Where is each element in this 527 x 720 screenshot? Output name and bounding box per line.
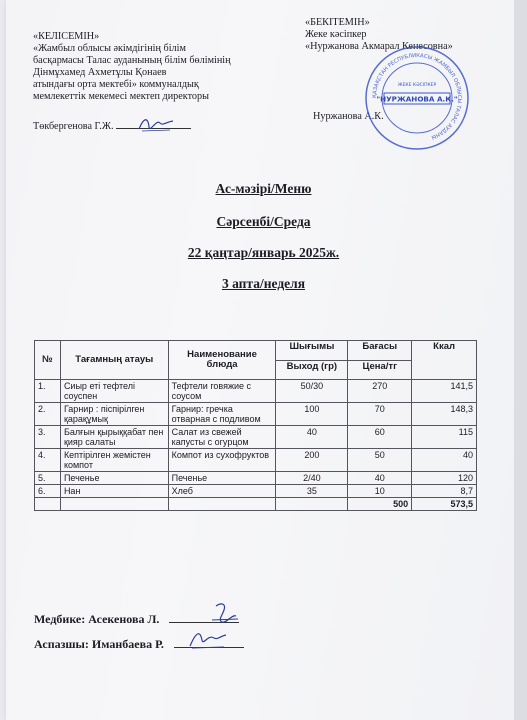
row-kcal: 120 (412, 472, 477, 485)
row-price: 10 (348, 485, 412, 498)
col-kcal: Ккал (412, 341, 477, 380)
col-num: № (35, 341, 61, 380)
row-num: 1. (35, 380, 61, 403)
agree-line: Дінмұхамед Ахметұлы Қонаев (33, 67, 167, 78)
row-name-ru: Хлеб (168, 485, 276, 498)
director-signature (136, 113, 176, 135)
row-name-ru: Компот из сухофруктов (168, 449, 276, 472)
nurse-signature (208, 600, 244, 626)
col-name-kz: Тағамның атауы (60, 341, 168, 380)
row-price: 70 (348, 403, 412, 426)
col-price-ru: Цена/тг (348, 360, 412, 380)
row-yield: 35 (276, 485, 348, 498)
agree-line: басқармасы Талас ауданының білім бөлімінің (33, 55, 231, 66)
nurse-label: Медбике: Асекенова Л. (34, 612, 160, 626)
row-name-ru: Печенье (168, 472, 276, 485)
row-yield: 40 (276, 426, 348, 449)
row-num: 3. (35, 426, 61, 449)
date-title: 22 қаңтар/январь 2025ж. (187, 245, 340, 260)
row-yield: 200 (276, 449, 348, 472)
agree-line: атындағы орта мектебі» коммуналдық (33, 79, 199, 90)
table-row (35, 472, 477, 485)
row-name-kz: Гарнир : піспірілген қарақұмық (60, 403, 168, 426)
row-price: 50 (348, 449, 412, 472)
table-header-row (35, 341, 477, 361)
row-yield: 100 (276, 403, 348, 426)
table-row (35, 426, 477, 449)
table-total-row (35, 498, 477, 511)
row-price: 60 (348, 426, 412, 449)
agree-signer: Төкбергенова Г.Ж. (33, 121, 114, 132)
week-title: 3 апта/неделя (221, 276, 306, 291)
approve-line: Жеке кәсіпкер (305, 29, 367, 40)
row-name-kz: Сиыр еті тефтелі соуспен (60, 380, 168, 403)
row-price: 270 (348, 380, 412, 403)
stamp-upper-text: ЖЕКЕ КӘСІПКЕР (397, 83, 437, 88)
menu-title: Ас-мәзірі/Меню (215, 181, 312, 196)
row-yield: 2/40 (276, 472, 348, 485)
stamp-center-text: "НУРЖАНОВА А.К." (376, 94, 458, 104)
stamp-ring-text: ҚАЗАҚСТАН РЕСПУБЛИКАСЫ ЖАМБЫЛ ОБЛЫСЫ ТАЛАС АУДАНЫ (371, 52, 463, 141)
row-kcal: 8,7 (412, 485, 477, 498)
page-edge (514, 0, 527, 720)
agree-line: мемлекеттік мекемесі мектеп директоры (33, 91, 209, 102)
cook-label: Аспазшы: Иманбаева Р. (34, 637, 164, 651)
col-yield-ru: Выход (гр) (276, 360, 348, 380)
row-name-kz: Нан (60, 485, 168, 498)
row-price: 40 (348, 472, 412, 485)
row-num: 6. (35, 485, 61, 498)
row-kcal: 148,3 (412, 403, 477, 426)
total-price: 500 (348, 498, 412, 511)
row-kcal: 40 (412, 449, 477, 472)
col-name-ru: Наименование блюда (168, 341, 276, 380)
table-row (35, 485, 477, 498)
row-name-kz: Печенье (60, 472, 168, 485)
menu-table (34, 340, 477, 511)
row-kcal: 141,5 (412, 380, 477, 403)
official-stamp (363, 44, 471, 152)
col-price-kz: Бағасы (348, 341, 412, 361)
total-kcal: 573,5 (412, 498, 477, 511)
agree-line: «Жамбыл облысы әкімдігінің білім (33, 43, 186, 54)
cook-signature (186, 626, 230, 652)
row-num: 2. (35, 403, 61, 426)
row-name-ru: Тефтели говяжие с соусом (168, 380, 276, 403)
table-row (35, 380, 477, 403)
table-row (35, 449, 477, 472)
table-row (35, 403, 477, 426)
row-name-ru: Гарнир: гречка отварная с подливом (168, 403, 276, 426)
agree-header: «КЕЛІСЕМІН» (33, 31, 100, 42)
row-yield: 50/30 (276, 380, 348, 403)
row-num: 4. (35, 449, 61, 472)
row-name-ru: Салат из свежей капусты с огурцом (168, 426, 276, 449)
col-yield-kz: Шығымы (276, 341, 348, 361)
approve-signer: Нуржанова А.К. (313, 111, 384, 122)
row-kcal: 115 (412, 426, 477, 449)
approve-line: «Нуржанова Акмарал Кенесовна» (305, 41, 453, 52)
row-num: 5. (35, 472, 61, 485)
row-name-kz: Балғын қырыққабат пен қияр салаты (60, 426, 168, 449)
approve-header: «БЕКІТЕМІН» (305, 17, 370, 28)
weekday-title: Сәрсенбі/Среда (216, 214, 311, 229)
row-name-kz: Кептірілген жемістен компот (60, 449, 168, 472)
